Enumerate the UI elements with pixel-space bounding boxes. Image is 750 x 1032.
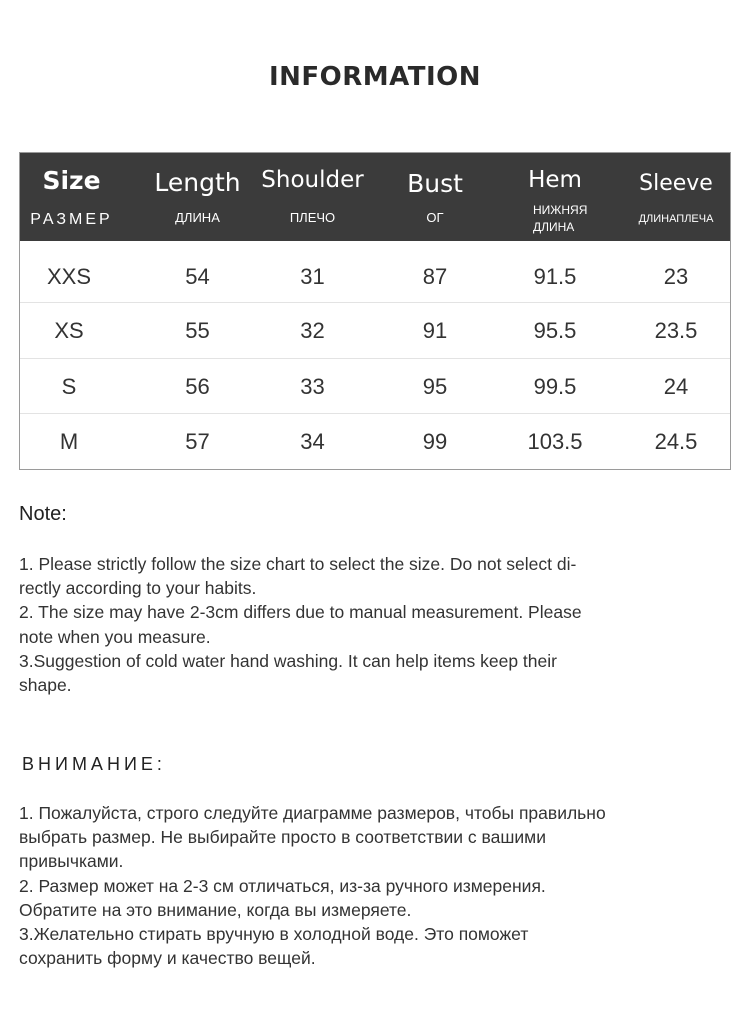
header-sleeve: [620, 153, 732, 241]
cell-length: 54: [185, 264, 210, 289]
header-hem-label-ru: [501, 202, 621, 236]
header-size-label: Size: [42, 166, 101, 195]
attention-text: [19, 801, 719, 970]
header-hem-ru-line1: НИЖНЯЯ: [533, 203, 588, 217]
attention-heading: ВНИМАНИЕ:: [22, 754, 166, 774]
header-sleeve-label-ru: ДЛИНАПЛЕЧА: [638, 213, 714, 225]
cell-size: M: [59, 429, 79, 454]
attention-line: выбрать размер. Не выбирайте просто в соответствии с вашими: [19, 827, 546, 848]
cell-hem: 103.5: [527, 429, 583, 454]
cell-length: 55: [185, 318, 210, 343]
cell-size: XS: [54, 318, 84, 343]
cell-bust: 95: [422, 374, 448, 399]
attention-line: 1. Пожалуйста, строго следуйте диаграмме размеров, чтобы правильно: [19, 803, 606, 823]
table-row: [20, 358, 730, 414]
cell-sleeve: 23: [663, 264, 689, 289]
cell-sleeve: 24.5: [654, 429, 698, 454]
cell-bust: 91: [422, 318, 448, 343]
header-hem: [495, 153, 615, 241]
note-line: note when you measure.: [19, 626, 211, 647]
cell-shoulder: 32: [300, 318, 325, 343]
note-line: rectly according to your habits.: [19, 578, 257, 599]
cell-length: 56: [185, 374, 210, 399]
cell-hem: 95.5: [533, 318, 577, 343]
table-row: [20, 249, 730, 304]
cell-hem: 91.5: [533, 264, 577, 289]
note-text: [19, 552, 719, 697]
header-length-label-ru: ДЛИНА: [175, 210, 220, 225]
cell-shoulder: 33: [300, 374, 325, 399]
header-shoulder-label-ru: ПЛЕЧО: [289, 210, 336, 225]
header-shoulder-label: Shoulder: [261, 167, 364, 193]
table-row: [20, 302, 730, 358]
cell-sleeve: 24: [663, 374, 689, 399]
cell-shoulder: 34: [300, 429, 325, 454]
header-bust-label: Bust: [407, 169, 463, 198]
attention-line: Обратите на это внимание, когда вы измеряете.: [19, 899, 412, 920]
size-table: [19, 152, 731, 470]
header-size: [20, 153, 123, 241]
page-title: INFORMATION: [268, 62, 482, 92]
attention-line: 3.Желательно стирать вручную в холодной воде. Это поможет: [19, 924, 529, 945]
header-sleeve-label: Sleeve: [639, 171, 713, 196]
header-bust-label-ru: ОГ: [426, 210, 444, 225]
cell-length: 57: [185, 429, 210, 454]
note-line: 2. The size may have 2-3cm differs due to manual measurement. Please: [19, 602, 582, 623]
attention-line: 2. Размер может на 2-3 см отличаться, из-за ручного измерения.: [19, 875, 546, 896]
cell-size: XXS: [46, 264, 92, 289]
header-length: [135, 153, 260, 241]
cell-size: S: [61, 374, 77, 399]
table-header: [20, 153, 730, 241]
cell-bust: 99: [422, 429, 448, 454]
note-line: 3.Suggestion of cold water hand washing. It can help items keep their: [19, 650, 557, 671]
note-heading: Note:: [19, 503, 67, 525]
table-row: [20, 413, 730, 469]
header-shoulder: [255, 153, 370, 241]
header-bust: [385, 153, 485, 241]
header-size-label-ru: РАЗМЕР: [30, 211, 113, 228]
cell-bust: 87: [422, 264, 448, 289]
header-hem-label: Hem: [528, 167, 582, 193]
attention-line: сохранить форму и качество вещей.: [19, 948, 316, 969]
header-length-label: Length: [154, 168, 241, 197]
attention-line: привычками.: [19, 851, 124, 872]
note-line: 1. Please strictly follow the size chart to select the size. Do not select di-: [19, 554, 577, 574]
cell-sleeve: 23.5: [654, 318, 698, 343]
note-line: shape.: [19, 675, 72, 696]
cell-shoulder: 31: [300, 264, 325, 289]
header-hem-ru-line2: ДЛИНА: [533, 220, 575, 234]
cell-hem: 99.5: [533, 374, 577, 399]
